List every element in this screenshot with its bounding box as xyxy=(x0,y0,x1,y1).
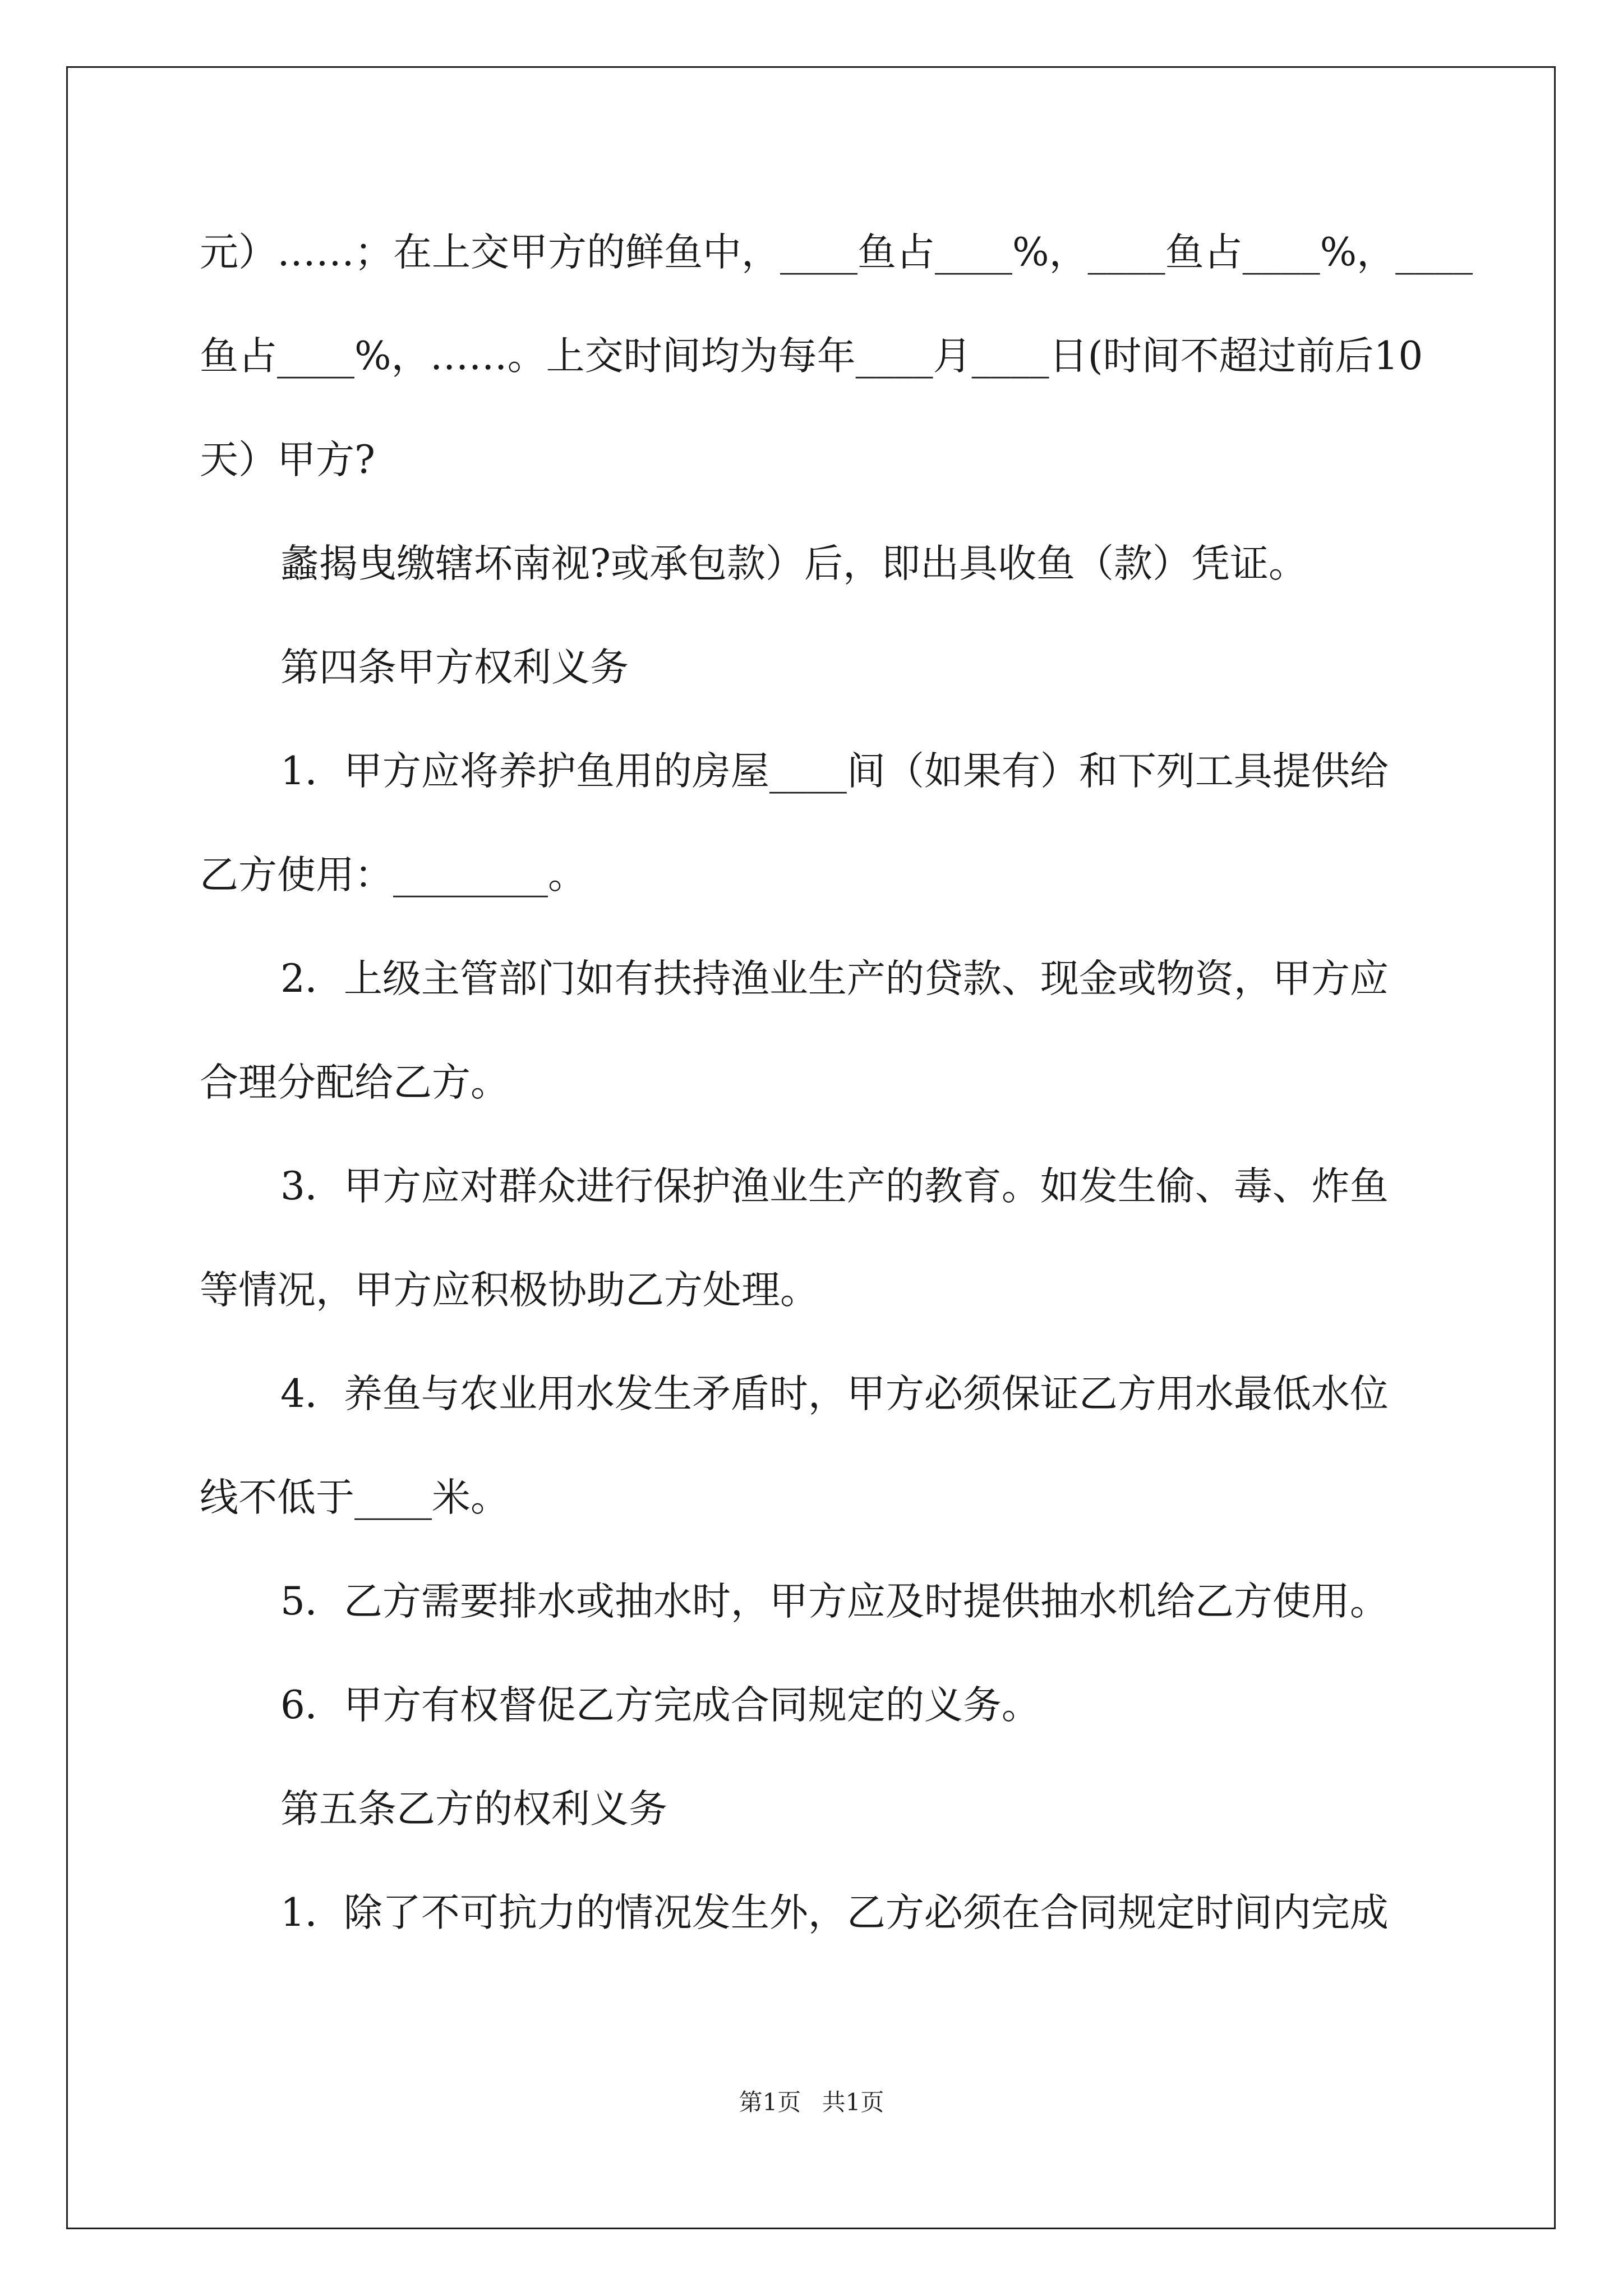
text-line: 鱼占____%，……。上交时间均为每年____月____日(时间不超过前后10 xyxy=(200,334,1423,379)
text-line: 蠡揭曳缴辖坏南视?或承包款）后，即出具收鱼（款）凭证。 xyxy=(280,541,1307,586)
section-heading: 第四条甲方权利义务 xyxy=(280,645,629,690)
text-line: 5．乙方需要排水或抽水时，甲方应及时提供抽水机给乙方使用。 xyxy=(280,1579,1389,1624)
text-line: 1．甲方应将养护鱼用的房屋____间（如果有）和下列工具提供给 xyxy=(280,749,1389,794)
text-line: 6．甲方有权督促乙方完成合同规定的义务。 xyxy=(280,1683,1040,1728)
text-line: 元）……；在上交甲方的鲜鱼中，____鱼占____%，____鱼占____%，____ xyxy=(200,230,1473,275)
total-pages-label: 共1页 xyxy=(822,2088,884,2116)
text-line: 天）甲方? xyxy=(200,438,375,482)
page-footer xyxy=(0,2086,1623,2119)
text-line: 乙方使用：________。 xyxy=(200,853,587,898)
text-line: 线不低于____米。 xyxy=(200,1475,509,1520)
text-line: 合理分配给乙方。 xyxy=(200,1060,509,1105)
text-line: 2．上级主管部门如有扶持渔业生产的贷款、现金或物资，甲方应 xyxy=(280,956,1389,1001)
text-line: 1．除了不可抗力的情况发生外，乙方必须在合同规定时间内完成 xyxy=(280,1890,1389,1935)
current-page-label: 第1页 xyxy=(739,2088,801,2116)
section-heading: 第五条乙方的权利义务 xyxy=(280,1787,667,1832)
text-line: 等情况，甲方应积极协助乙方处理。 xyxy=(200,1268,819,1313)
text-line: 4．养鱼与农业用水发生矛盾时，甲方必须保证乙方用水最低水位 xyxy=(280,1372,1389,1416)
text-line: 3．甲方应对群众进行保护渔业生产的教育。如发生偷、毒、炸鱼 xyxy=(280,1164,1389,1209)
